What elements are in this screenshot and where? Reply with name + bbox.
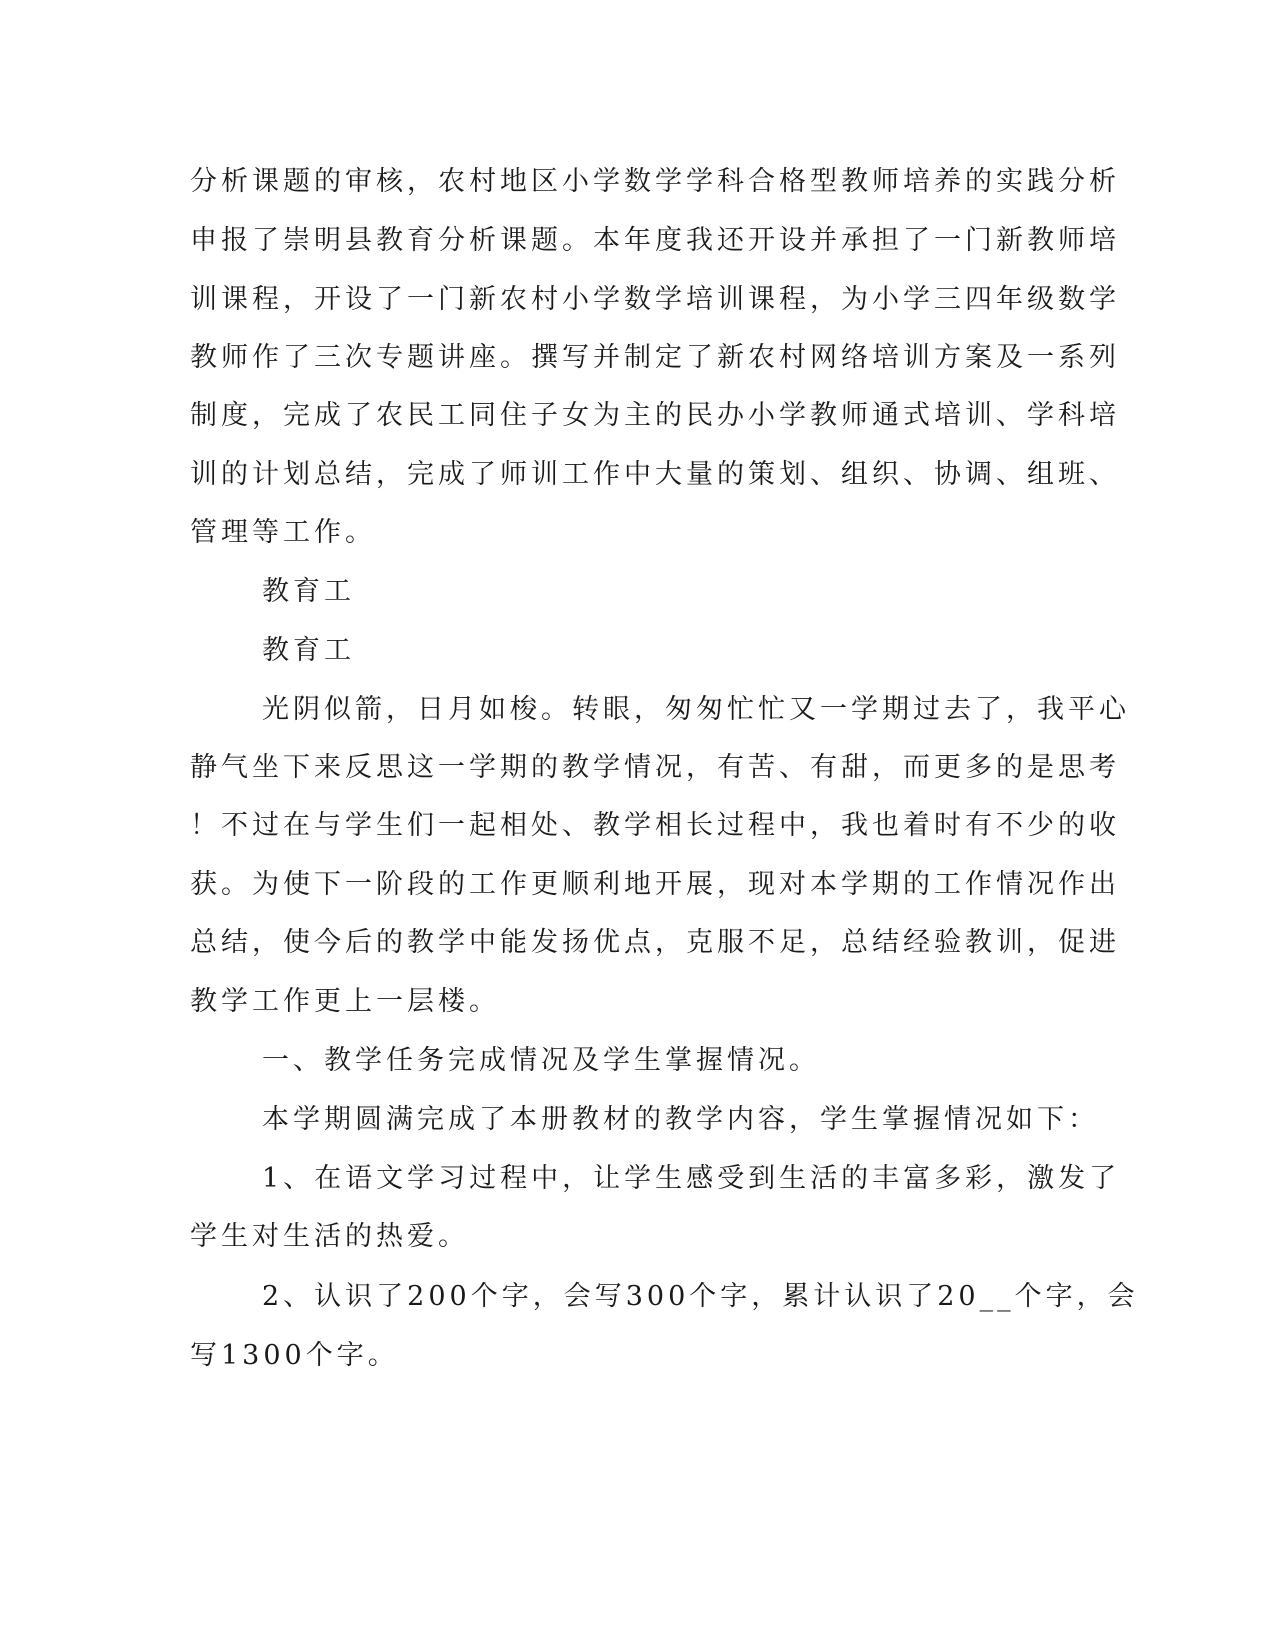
text-line: 训课程，开设了一门新农村小学数学培训课程，为小学三四年级数学 — [190, 284, 1120, 315]
section-heading: 教育工 — [262, 576, 355, 607]
section-heading: 教育工 — [262, 635, 355, 666]
text-line: 教学工作更上一层楼。 — [190, 986, 500, 1017]
text-line: 获。为使下一阶段的工作更顺利地开展，现对本学期的工作情况作出 — [190, 869, 1120, 900]
text-line: 管理等工作。 — [190, 517, 376, 548]
section-heading: 一、教学任务完成情况及学生掌握情况。 — [262, 1045, 820, 1076]
list-item: 2、认识了200个字，会写300个字，累计认识了20__个字，会 — [262, 1281, 1139, 1312]
text-line: 训的计划总结，完成了师训工作中大量的策划、组织、协调、组班、 — [190, 459, 1120, 490]
text-line: 制度，完成了农民工同住子女为主的民办小学教师通式培训、学科培 — [190, 400, 1120, 431]
text-line: 学生对生活的热爱。 — [190, 1221, 469, 1252]
text-line: 总结，使今后的教学中能发扬优点，克服不足，总结经验教训，促进 — [190, 927, 1120, 958]
text-line: 写1300个字。 — [190, 1340, 399, 1371]
text-line: 静气坐下来反思这一学期的教学情况，有苦、有甜，而更多的是思考 — [190, 752, 1120, 783]
text-line: 分析课题的审核，农村地区小学数学学科合格型教师培养的实践分析 — [190, 166, 1120, 197]
text-line: 本学期圆满完成了本册教材的教学内容，学生掌握情况如下： — [262, 1104, 1099, 1135]
text-line: ！不过在与学生们一起相处、教学相长过程中，我也着时有不少的收 — [190, 810, 1120, 841]
text-line: 教师作了三次专题讲座。撰写并制定了新农村网络培训方案及一系列 — [190, 342, 1120, 373]
text-line: 光阴似箭，日月如梭。转眼，匆匆忙忙又一学期过去了，我平心 — [262, 694, 1130, 725]
list-item: 1、在语文学习过程中，让学生感受到生活的丰富多彩，激发了 — [262, 1163, 1121, 1194]
text-line: 申报了崇明县教育分析课题。本年度我还开设并承担了一门新教师培 — [190, 225, 1120, 256]
